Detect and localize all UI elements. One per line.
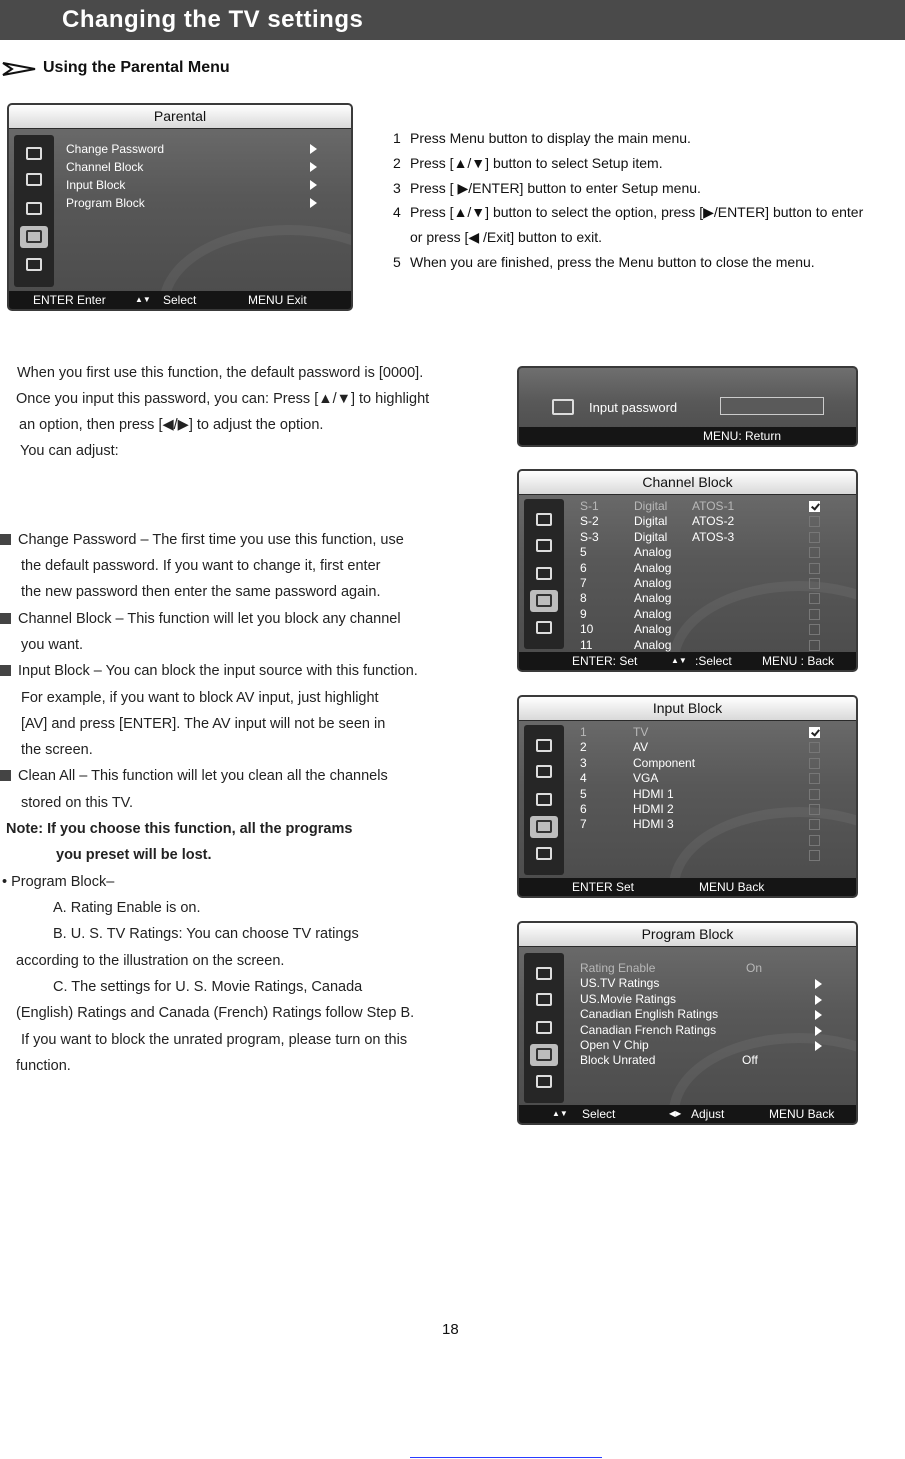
channel-block-menu bbox=[517, 469, 858, 672]
checkbox[interactable] bbox=[809, 563, 820, 574]
checkbox[interactable] bbox=[809, 609, 820, 620]
menu-item-change-password[interactable]: Change Password bbox=[66, 142, 165, 156]
menu-item-input-block[interactable]: Input Block bbox=[66, 178, 126, 192]
lock-icon bbox=[552, 399, 574, 415]
checkbox[interactable] bbox=[809, 804, 820, 815]
footer-select: Select bbox=[582, 1107, 616, 1121]
program-option[interactable]: US.Movie Ratings bbox=[580, 991, 677, 1006]
bullet-icon bbox=[0, 534, 11, 545]
page-title: Changing the TV settings bbox=[62, 6, 364, 33]
desc-line: according to the illustration on the screen. bbox=[16, 953, 285, 969]
step-item: 3 Press [ ▶/ENTER] button to enter Setup menu. bbox=[393, 179, 701, 196]
setup-icon[interactable] bbox=[530, 1017, 558, 1039]
picture-icon[interactable] bbox=[530, 735, 558, 757]
channel-type: Digital bbox=[634, 529, 668, 544]
checkbox[interactable] bbox=[809, 773, 820, 784]
desc-change-password: Change Password – The first time you use this function, use bbox=[0, 532, 404, 548]
password-dialog bbox=[517, 366, 858, 447]
desc-input-block: Input Block – You can block the input source with this function. bbox=[0, 663, 418, 679]
checkbox[interactable] bbox=[809, 593, 820, 604]
program-option[interactable]: US.TV Ratings bbox=[580, 976, 660, 991]
menu-footer bbox=[9, 291, 351, 309]
desc-line: A. Rating Enable is on. bbox=[53, 900, 201, 916]
note-line: you preset will be lost. bbox=[56, 847, 212, 863]
channel-number[interactable]: 8 bbox=[580, 591, 587, 606]
program-option[interactable]: Block Unrated bbox=[580, 1053, 656, 1068]
checkbox[interactable] bbox=[809, 819, 820, 830]
chevron-right-icon bbox=[310, 198, 317, 208]
checkbox[interactable] bbox=[809, 789, 820, 800]
footer-adjust: Adjust bbox=[691, 1107, 725, 1121]
desc-line: B. U. S. TV Ratings: You can choose TV ratings bbox=[53, 926, 359, 942]
channel-type: Analog bbox=[634, 545, 672, 560]
checkbox[interactable] bbox=[809, 516, 820, 527]
picture-icon[interactable] bbox=[530, 963, 558, 985]
channel-number[interactable]: S-3 bbox=[580, 529, 599, 544]
leftright-icon: ◀▶ bbox=[669, 1109, 682, 1118]
desc-line: If you want to block the unrated program, please turn on this bbox=[21, 1032, 408, 1048]
desc-line: you want. bbox=[21, 637, 84, 653]
chevron-right-icon bbox=[815, 995, 822, 1005]
parental-menu bbox=[7, 103, 353, 311]
desc-line: stored on this TV. bbox=[21, 795, 134, 811]
channel-number[interactable]: 7 bbox=[580, 576, 587, 590]
sound-icon[interactable] bbox=[20, 169, 48, 191]
input-block-footer bbox=[519, 878, 856, 896]
bullet-icon bbox=[0, 613, 11, 624]
program-block-footer bbox=[519, 1105, 856, 1123]
footer-exit: MENU Exit bbox=[248, 293, 307, 307]
channel-type: Analog bbox=[634, 606, 672, 621]
channel-type: Digital bbox=[634, 514, 668, 529]
parental-menu-title: Parental bbox=[9, 105, 351, 129]
channel-number[interactable]: 10 bbox=[580, 622, 594, 637]
program-block-menu bbox=[517, 921, 858, 1125]
updown-icon: ▲▼ bbox=[671, 656, 687, 665]
channel-type: Analog bbox=[634, 622, 672, 637]
checkbox[interactable] bbox=[809, 532, 820, 543]
checkbox[interactable] bbox=[809, 640, 820, 651]
sound-icon[interactable] bbox=[530, 989, 558, 1011]
channel-number[interactable]: 5 bbox=[580, 545, 587, 560]
intro-line: an option, then press [◀/▶] to adjust the option. bbox=[19, 417, 324, 433]
chevron-right-icon bbox=[815, 979, 822, 989]
password-label: Input password bbox=[589, 400, 678, 415]
menu-sidebar bbox=[524, 953, 564, 1103]
program-option[interactable]: Rating Enable bbox=[580, 961, 656, 975]
channel-number[interactable]: S-1 bbox=[580, 499, 599, 513]
footer-back: MENU Back bbox=[769, 1107, 835, 1121]
channel-name: ATOS-1 bbox=[692, 499, 735, 513]
chevron-right-icon bbox=[815, 1026, 822, 1036]
bullet-icon bbox=[0, 665, 11, 676]
desc-channel-block: Channel Block – This function will let you block any channel bbox=[0, 611, 401, 627]
channel-icon[interactable] bbox=[20, 254, 48, 276]
chevron-right-icon bbox=[815, 1010, 822, 1020]
step-item: or press [◀ /Exit] button to exit. bbox=[410, 229, 603, 246]
channel-icon[interactable] bbox=[530, 843, 558, 865]
picture-icon[interactable] bbox=[20, 143, 48, 165]
note-label: Note: bbox=[6, 821, 44, 837]
channel-name: ATOS-2 bbox=[692, 514, 735, 529]
menu-item-program-block[interactable]: Program Block bbox=[66, 196, 145, 210]
desc-line: [AV] and press [ENTER]. The AV input will not be seen in bbox=[21, 716, 386, 732]
footer-set: ENTER Set bbox=[572, 880, 635, 894]
header-bar bbox=[0, 0, 905, 40]
desc-line: the screen. bbox=[21, 742, 93, 758]
menu-sidebar bbox=[524, 725, 564, 875]
checkbox[interactable] bbox=[809, 624, 820, 635]
step-item: 4 Press [▲/▼] button to select the option, press [▶/ENTER] button to enter bbox=[393, 204, 864, 221]
checkbox[interactable] bbox=[809, 501, 820, 512]
desc-clean-all: Clean All – This function will let you clean all the channels bbox=[0, 768, 388, 784]
checkbox[interactable] bbox=[809, 727, 820, 738]
desc-line: For example, if you want to block AV input, just highlight bbox=[21, 690, 379, 706]
steps-list bbox=[393, 126, 905, 275]
channel-block-footer bbox=[519, 652, 856, 670]
channel-type: Analog bbox=[634, 576, 672, 590]
updown-icon: ▲▼ bbox=[552, 1109, 568, 1118]
arrow-icon bbox=[2, 60, 36, 78]
channel-icon[interactable] bbox=[530, 617, 558, 639]
desc-line: function. bbox=[16, 1058, 71, 1074]
input-number[interactable]: 4 bbox=[580, 771, 587, 786]
setup-icon[interactable] bbox=[530, 563, 558, 585]
input-name: TV bbox=[633, 725, 649, 739]
password-input[interactable] bbox=[720, 397, 824, 415]
desc-line: the new password then enter the same password again. bbox=[21, 584, 381, 600]
sound-icon[interactable] bbox=[530, 535, 558, 557]
channel-block-title: Channel Block bbox=[519, 471, 856, 495]
program-block-title: Program Block bbox=[519, 923, 856, 947]
step-item: 1 Press Menu button to display the main menu. bbox=[393, 130, 691, 146]
desc-line: C. The settings for U. S. Movie Ratings, Canada bbox=[53, 979, 363, 995]
channel-type: Analog bbox=[634, 560, 672, 575]
input-number[interactable]: 3 bbox=[580, 755, 587, 770]
desc-line: the default password. If you want to change it, first enter bbox=[21, 558, 381, 574]
footer-select: Select bbox=[163, 293, 197, 307]
picture-icon[interactable] bbox=[530, 509, 558, 531]
program-block-heading: • Program Block– bbox=[2, 874, 115, 890]
program-option[interactable]: Open V Chip bbox=[580, 1038, 649, 1052]
channel-number[interactable]: 9 bbox=[580, 606, 587, 621]
footer-enter: ENTER Enter bbox=[33, 293, 106, 307]
input-number[interactable]: 2 bbox=[580, 740, 587, 755]
note: Note: If you choose this function, all the programs bbox=[6, 821, 353, 837]
channel-type: Analog bbox=[634, 637, 672, 652]
footer-back: MENU : Back bbox=[762, 654, 835, 668]
program-option[interactable]: Canadian English Ratings bbox=[580, 1007, 719, 1022]
input-number[interactable]: 5 bbox=[580, 786, 587, 801]
channel-number[interactable]: 11 bbox=[580, 637, 593, 652]
step-item: 5 When you are finished, press the Menu button to close the menu. bbox=[393, 253, 815, 270]
input-number[interactable]: 1 bbox=[580, 725, 587, 739]
checkbox[interactable] bbox=[809, 578, 820, 589]
parental-icon[interactable] bbox=[20, 226, 48, 248]
checkbox[interactable] bbox=[809, 835, 820, 846]
footer-back: MENU Back bbox=[699, 880, 765, 894]
setup-icon[interactable] bbox=[20, 198, 48, 220]
channel-number[interactable]: 6 bbox=[580, 560, 587, 575]
channel-type: Digital bbox=[634, 499, 668, 513]
step-item: 2 Press [▲/▼] button to select Setup item. bbox=[393, 154, 663, 171]
chevron-right-icon bbox=[815, 1041, 822, 1051]
menu-sidebar bbox=[524, 499, 564, 649]
parental-icon[interactable] bbox=[530, 1044, 558, 1066]
program-option-value: On bbox=[746, 961, 763, 975]
intro-line: Once you input this password, you can: Press [▲/▼] to highlight bbox=[16, 391, 430, 407]
parental-icon[interactable] bbox=[530, 816, 558, 838]
input-number[interactable]: 6 bbox=[580, 802, 587, 816]
input-name: HDMI 2 bbox=[633, 802, 674, 816]
checkbox[interactable] bbox=[809, 547, 820, 558]
input-name: HDMI 3 bbox=[633, 817, 674, 832]
chevron-right-icon bbox=[310, 180, 317, 190]
program-option-value: Off bbox=[742, 1053, 758, 1068]
input-block-title: Input Block bbox=[519, 697, 856, 721]
footer-set: ENTER: Set bbox=[572, 654, 638, 668]
sound-icon[interactable] bbox=[530, 761, 558, 783]
channel-name: ATOS-3 bbox=[692, 529, 735, 544]
channel-type: Analog bbox=[634, 591, 672, 606]
parental-icon[interactable] bbox=[530, 590, 558, 612]
menu-item-channel-block[interactable]: Channel Block bbox=[66, 160, 144, 174]
input-name: VGA bbox=[633, 771, 659, 786]
updown-icon: ▲▼ bbox=[135, 295, 151, 304]
password-footer bbox=[519, 427, 856, 445]
checkbox[interactable] bbox=[809, 758, 820, 769]
page-number: 18 bbox=[442, 1321, 459, 1338]
input-block-menu bbox=[517, 695, 858, 898]
chevron-right-icon bbox=[310, 144, 317, 154]
input-number[interactable]: 7 bbox=[580, 817, 587, 832]
program-option[interactable]: Canadian French Ratings bbox=[580, 1022, 717, 1037]
intro-line: You can adjust: bbox=[20, 443, 119, 459]
intro-line: When you first use this function, the default password is [0000]. bbox=[17, 365, 424, 381]
setup-icon[interactable] bbox=[530, 789, 558, 811]
channel-number[interactable]: S-2 bbox=[580, 514, 599, 529]
input-name: Component bbox=[633, 755, 696, 770]
input-name: HDMI 1 bbox=[633, 786, 674, 801]
input-name: AV bbox=[633, 740, 649, 755]
footer-divider bbox=[410, 1457, 602, 1458]
checkbox[interactable] bbox=[809, 742, 820, 753]
chevron-right-icon bbox=[310, 162, 317, 172]
menu-sidebar bbox=[14, 135, 54, 287]
footer-return: MENU: Return bbox=[703, 429, 782, 443]
channel-icon[interactable] bbox=[530, 1071, 558, 1093]
desc-line: (English) Ratings and Canada (French) Ratings follow Step B. bbox=[16, 1005, 415, 1021]
footer-select: :Select bbox=[695, 654, 732, 668]
section-title: Using the Parental Menu bbox=[43, 59, 230, 76]
checkbox[interactable] bbox=[809, 850, 820, 861]
bullet-icon bbox=[0, 770, 11, 781]
